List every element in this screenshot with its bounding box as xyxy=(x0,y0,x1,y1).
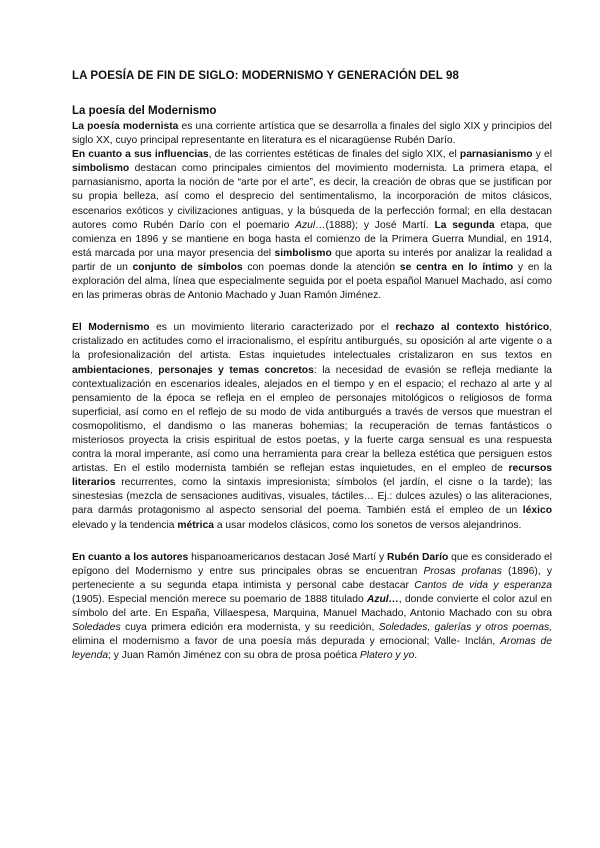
text-run: con poemas donde la atención xyxy=(242,261,400,273)
bold-text: recursos literarios xyxy=(72,463,552,489)
bold-text: personajes y temas concretos xyxy=(158,364,314,376)
text-run: elimina el modernismo a favor de una poesía más depurada y emocional; Valle- Inclán, xyxy=(72,636,501,648)
bold-text: La segunda xyxy=(434,219,495,231)
paragraph-gap xyxy=(72,533,552,551)
bold-text: conjunto de símbolos xyxy=(132,261,243,273)
italic-text: Prosas profanas xyxy=(423,565,502,577)
text-run: elevado y la tendencia xyxy=(72,519,178,531)
paragraph-characteristics xyxy=(72,321,552,532)
bold-text: simbolismo xyxy=(72,163,130,175)
bold-text: En cuanto a los autores xyxy=(72,551,189,563)
bold-text: El Modernismo xyxy=(72,322,150,334)
text-run: destacan como principales cimientos del movimiento modernista. La primera etapa, el parnasianismo, aporta la noción de “arte por el arte”, es decir, la creación de obras que se justifican por su propia belleza, así como el desprecio del sentimentalismo, la incorporación de mitos clásicos, escenarios exóticos y civilizaciones antiguas, y la búsqueda de la perfección formal; en ella destacan autores como Rubén Darío con el poemario xyxy=(72,163,552,231)
bold-text: métrica xyxy=(177,519,214,531)
italic-text: Platero y yo xyxy=(359,650,415,662)
text-run: es una corriente artística que se desarrolla a finales del siglo XIX y principios del siglo XX, cuyo principal representante en literatura es el nicaragüense Rubén Darío. xyxy=(72,121,552,147)
bold-text: Rubén Darío xyxy=(387,551,449,563)
text-run: : la necesidad de evasión se refleja mediante la contextualización en escenarios ideales, alejados en el tiempo y en el espacio; el rechazo al arte y al pensamiento de la época se refleja en el empleo de personajes mitológicos o religiosos de forma superficial, así como en el reflejo de su modo de vida antiburgués a través de versos que muestran el cosmopolitismo, el dandismo o las maneras bohemias; la recuperación de temas fantásticos o misteriosos proyecta la crisis espiritual de estos poetas, y la fuerte carga sensual es una respuesta contra la moral imperante, así como una herramienta para crear la belleza estética que persiguen estos artistas. En el estilo modernista también se reflejan estas inquietudes, en el empleo de xyxy=(72,364,552,475)
text-run: etapa, que comienza en 1896 y se mantiene en boga hasta el comienzo de la Primera Guerra Mundial, en 1914, está marcada por una mayor presencia del xyxy=(72,219,552,259)
text-run: y en la exploración del alma, línea que especialmente seguida por el poeta español Manuel Machado, así como en las primeras obras de Antonio Machado y Juan Ramón Jiménez. xyxy=(72,261,553,302)
text-run: que aporta su interés por analizar la realidad a partir de un xyxy=(72,247,553,273)
text-run: es un movimiento literario caracterizado por el xyxy=(149,322,396,334)
text-run: , donde convierte el color azul en símbolo del arte. En España, Villaespesa, Marquina, Manuel Machado, Antonio Machado con su obra xyxy=(72,593,552,619)
bold-text: simbolismo xyxy=(274,247,332,259)
paragraph-gap xyxy=(72,303,552,321)
italic-text: Soledades, galerías y otros poemas, xyxy=(378,622,552,634)
bold-text: léxico xyxy=(522,505,552,517)
section-title: La poesía del Modernismo xyxy=(72,105,217,117)
text-run: , de las corrientes estéticas de finales del siglo XIX, el xyxy=(208,149,460,161)
text-run: . xyxy=(414,650,418,662)
bold-text: La poesía modernista xyxy=(72,121,179,132)
paragraph-influences xyxy=(72,148,552,303)
text-run: , xyxy=(149,364,159,376)
italic-text: Aromas de leyenda xyxy=(72,636,552,662)
text-run: (1896), y perteneciente a su segunda etapa intimista y personal cabe destacar xyxy=(72,565,552,591)
bold-text: ambientaciones xyxy=(72,364,150,376)
text-run: a usar modelos clásicos, como los sonetos de versos alejandrinos. xyxy=(213,519,522,531)
text-run: , cristalizado en actitudes como el irracionalismo, el espíritu antiburgués, su oposición al arte vigente o a la profesionalización del artista. Estas inquietudes intelectuales cristalizaron en sus textos en xyxy=(72,322,552,362)
bold-text: Azul… xyxy=(366,593,399,605)
paragraph-intro xyxy=(72,120,552,148)
text-run: …(1888); y José Martí. xyxy=(315,219,435,231)
italic-text: Cantos de vida y esperanza xyxy=(414,579,552,591)
text-run: cuya primera edición era modernista, y su reedición, xyxy=(120,622,379,634)
text-run: ; y Juan Ramón Jiménez con su obra de prosa poética xyxy=(108,650,360,662)
italic-text: Azul xyxy=(295,219,316,231)
text-run: que es considerado el epígono del Modernismo y entre sus principales obras se encuentran xyxy=(72,551,552,577)
italic-text: Soledades xyxy=(72,622,121,634)
text-run: hispanoamericanos destacan José Martí y xyxy=(188,551,388,563)
text-run: (1905). Especial mención merece su poemario de 1888 titulado xyxy=(72,593,367,605)
bold-text: En cuanto a sus influencias xyxy=(72,149,209,161)
paragraph-authors xyxy=(72,551,552,664)
document-title: LA POESÍA DE FIN DE SIGLO: MODERNISMO Y GENERACIÓN DEL 98 xyxy=(72,70,459,82)
bold-text: se centra en lo íntimo xyxy=(399,261,514,273)
bold-text: parnasianismo xyxy=(459,149,533,161)
text-run: recurrentes, como la sintaxis impresionista; símbolos (el jardín, el cisne o la tarde); las sinestesias (mezcla de sensaciones auditivas, visuales, táctiles… Ej.: dulces azules) o las aliteraciones, para darmás protagonismo al aspecto sensorial del poema. También está el empleo de un xyxy=(72,477,552,517)
bold-text: rechazo al contexto histórico xyxy=(395,322,550,334)
text-run: y el xyxy=(532,149,552,161)
